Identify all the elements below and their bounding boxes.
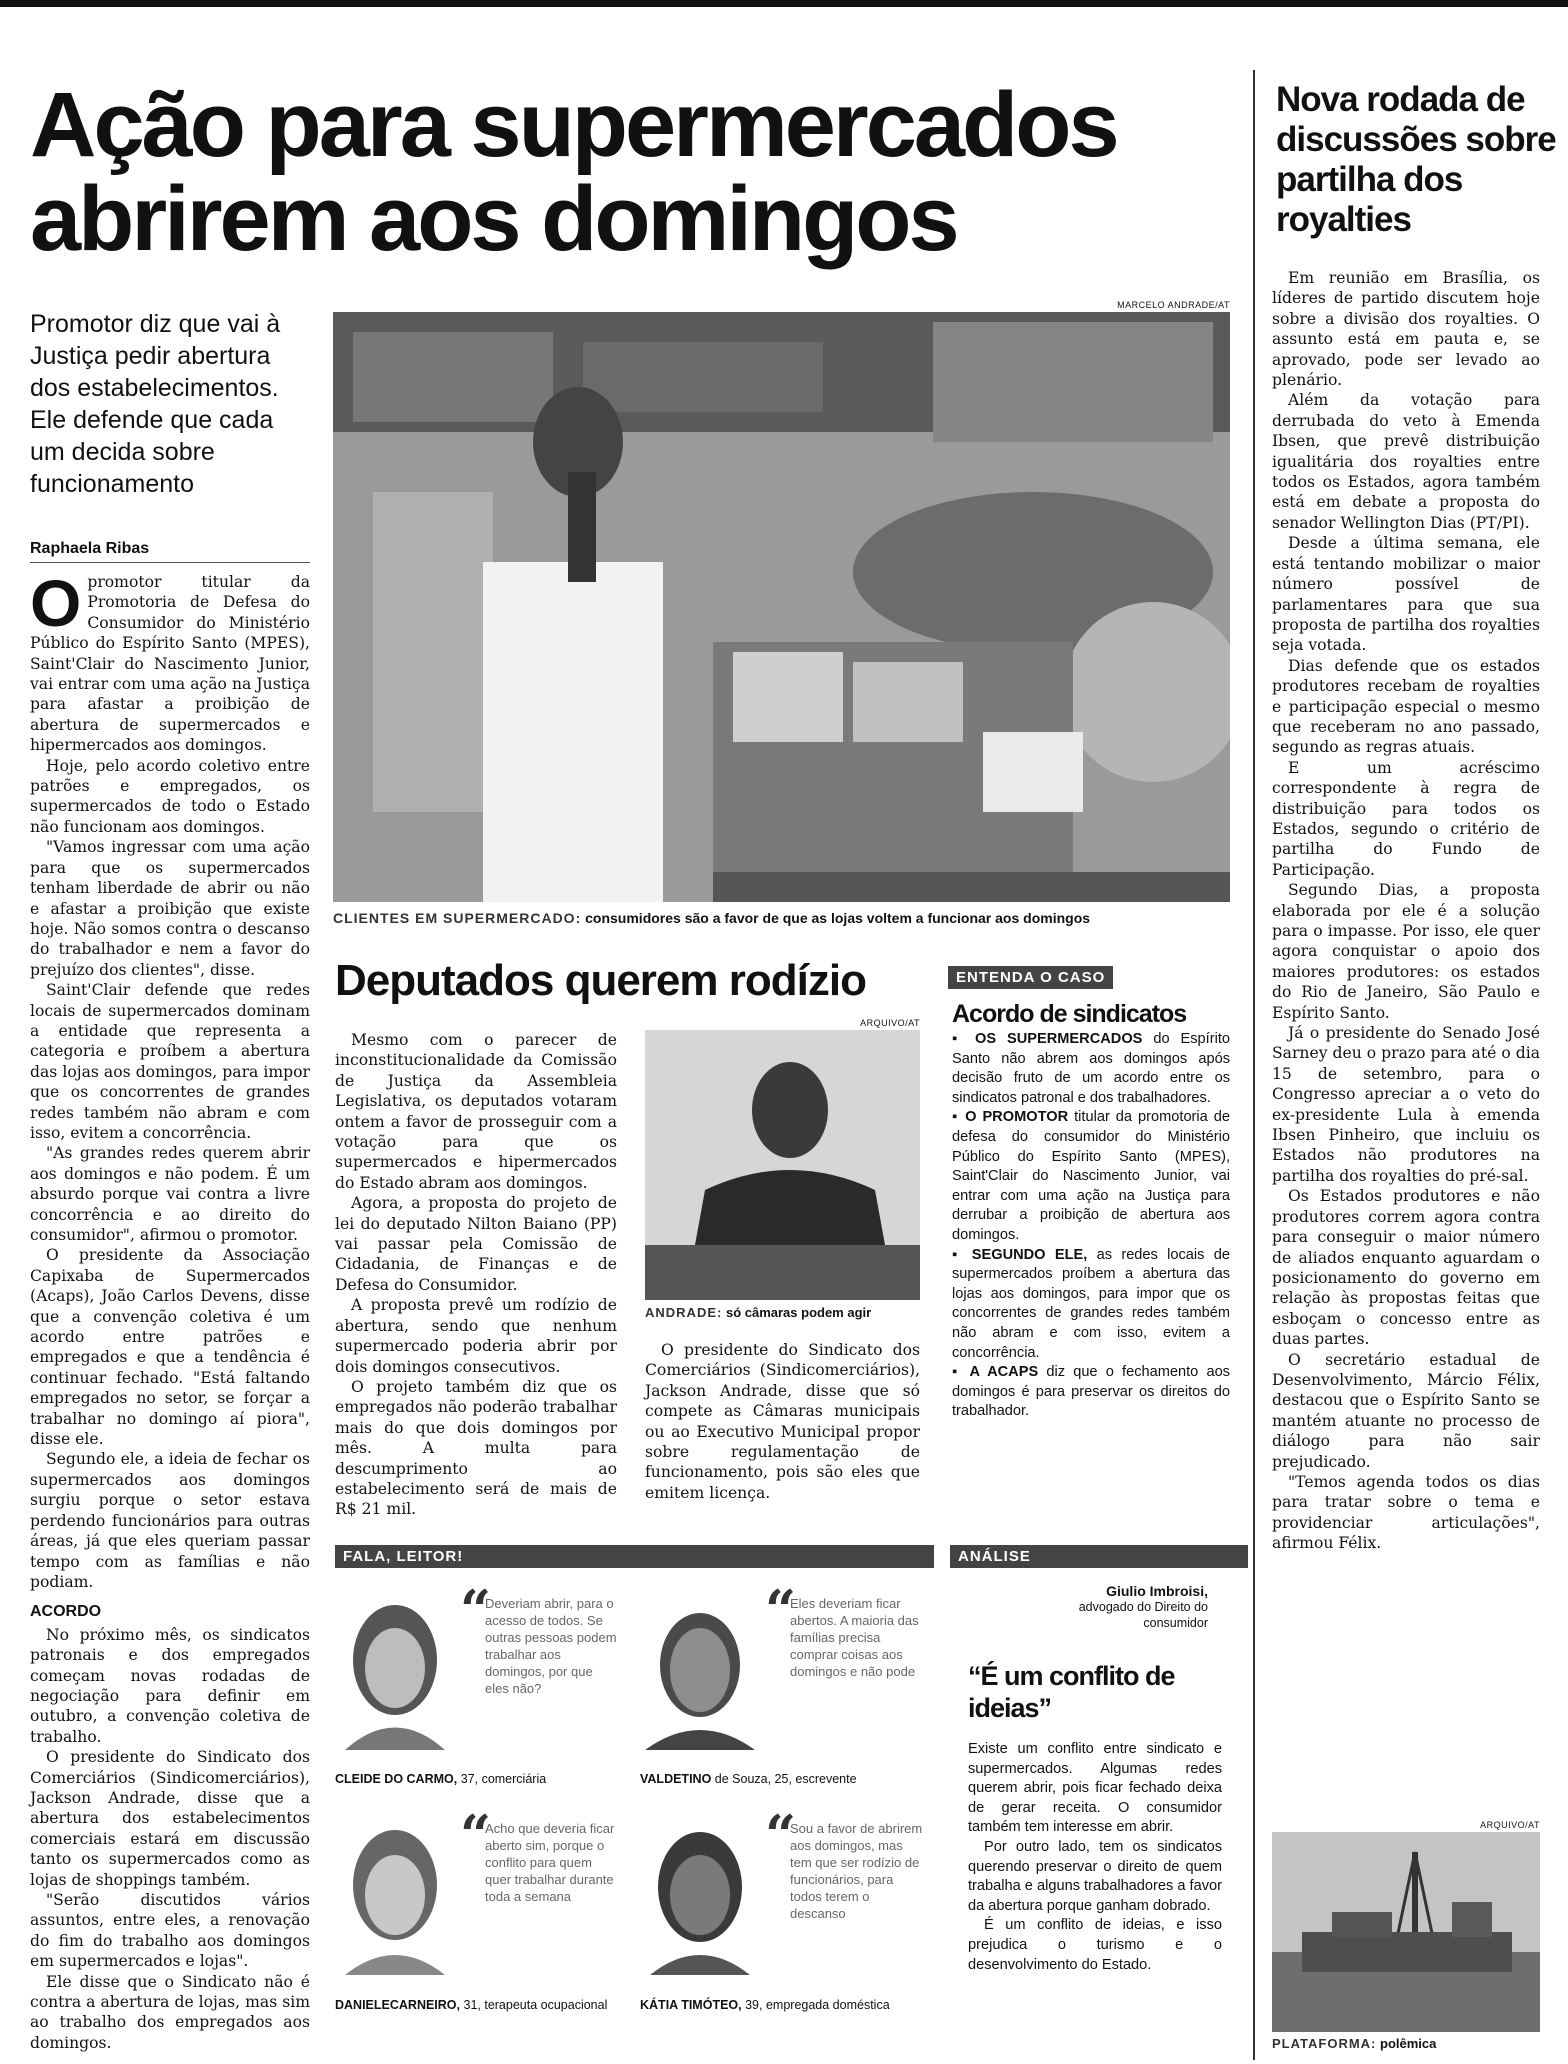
andrade-photo-illustration bbox=[645, 1030, 920, 1300]
reader-portrait bbox=[640, 1590, 760, 1750]
article-paragraph: Existe um conflito entre sindicato e supermercados. Algumas redes querem abrir, pois ficar fechado deixa de gerar receita. O consumidor também tem interesse em abrir. bbox=[968, 1741, 1222, 1836]
platform-photo-illustration bbox=[1272, 1832, 1540, 2032]
analise-title: “É um conflito de ideias” bbox=[968, 1661, 1175, 1723]
platform-caption bbox=[1272, 2036, 1540, 2051]
analise-author: Giulio Imbroisi, bbox=[1106, 1583, 1208, 1599]
reader-name: KÁTIA TIMÓTEO, 39, empregada doméstica bbox=[640, 1998, 890, 2012]
supermarket-photo bbox=[333, 312, 1230, 902]
analise-tag: ANÁLISE bbox=[950, 1545, 1248, 1568]
quote-open-icon: “ bbox=[460, 1578, 492, 1642]
article-paragraph: A proposta prevê um rodízio de abertura, sendo que nenhum supermercado poderia abrir por dois domingos consecutivos. bbox=[335, 1296, 617, 1376]
article-paragraph: O projeto também diz que os empregados não poderão trabalhar mais do que dois domingos por mês. A multa para descumprimento ao estabelecimento será de mais de R$ 21 mil. bbox=[335, 1377, 617, 1519]
article-paragraph: Os Estados produtores e não produtores correm agora contra para conseguir o maior número de aliados enquanto aguardam o posicionamento do governo em relação às propostas feitas que esboçam o concesso entre as duas partes. bbox=[1272, 1187, 1540, 1349]
reader-portrait bbox=[640, 1815, 760, 1975]
article-paragraph: O secretário estadual de Desenvolvimento, Márcio Félix, destacou que o Espírito Santo se mantém atuante no processo de diálogo para não sair prejudicado. bbox=[1272, 1350, 1540, 1471]
article-paragraph: Hoje, pelo acordo coletivo entre patrões e empregados, os supermercados de todo o Estado não funcionam aos domingos. bbox=[30, 756, 310, 836]
quote-open-icon: “ bbox=[765, 1803, 797, 1867]
list-item: ▪ A ACAPS diz que o fechamento aos domingos é para preservar os direitos do trabalhador. bbox=[952, 1364, 1230, 1420]
article-paragraph: O presidente do Sindicato dos Comerciários (Sindicomerciários), Jackson Andrade, disse que a abertura dos estabelecimentos comerciais estará em discussão tanto os supermercados como as lojas de shoppings também. bbox=[30, 1748, 310, 1889]
fala-leitor-tag: FALA, LEITOR! bbox=[335, 1545, 934, 1568]
article-paragraph: É um conflito de ideias, e isso prejudica o turismo e o desenvolvimento do Estado. bbox=[968, 1917, 1222, 1973]
royalties-headline: Nova rodada de discussões sobre partilha dos royalties bbox=[1276, 80, 1556, 239]
entenda-list bbox=[952, 1030, 1230, 1422]
entenda-tag: ENTENDA O CASO bbox=[948, 966, 1113, 989]
reader-quote: Eles deveriam ficar abertos. A maioria das famílias precisa comprar coisas aos domingos e não pode bbox=[790, 1596, 919, 1679]
photo-caption-label: PLATAFORMA: bbox=[1272, 2036, 1377, 2051]
main-subhead: Promotor diz que vai à Justiça pedir abertura dos estabelecimentos. Ele defende que cada um decida sobre funcionamento bbox=[30, 310, 281, 498]
article-paragraph: Segundo Dias, a proposta elaborada por ele é a solução para o impasse. Por isso, ele quer agora conquistar o apoio dos maiores produtores: os estados do Rio de Janeiro, São Paulo e Espírito Santo. bbox=[1272, 881, 1540, 1022]
reader-card bbox=[640, 1803, 930, 2025]
reader-card bbox=[640, 1578, 930, 1800]
byline: Raphaela Ribas bbox=[30, 540, 310, 563]
article-paragraph: No próximo mês, os sindicatos patronais e dos empregados começam novas rodadas de negociação para definir em outubro, a convenção coletiva de trabalho. bbox=[30, 1625, 310, 1746]
photo-credit: ARQUIVO/AT bbox=[1480, 1820, 1540, 1830]
photo-caption bbox=[333, 910, 1230, 926]
supermarket-photo-illustration bbox=[333, 312, 1230, 902]
photo-credit: ARQUIVO/AT bbox=[860, 1018, 920, 1028]
reader-quote: Sou a favor de abrirem aos domingos, mas tem que ser rodízio de funcionários, para todos terem o descanso bbox=[790, 1821, 923, 1921]
article-paragraph: Saint'Clair defende que redes locais de supermercados dominam a entidade que representa a categoria e proíbem a abertura das lojas aos domingos, para impor que os concorrentes de grandes redes também não abram e com isso, evitem a concorrência. bbox=[30, 981, 310, 1142]
reader-name: CLEIDE DO CARMO, 37, comerciária bbox=[335, 1772, 547, 1786]
list-item: ▪ SEGUNDO ELE, as redes locais de supermercados proíbem a abertura das lojas aos domingos, para impor que os concorrentes de grandes redes também não abram e com isso, evitem a concorrência. bbox=[952, 1246, 1230, 1361]
article-paragraph: O presidente da Associação Capixaba de Supermercados (Acaps), João Carlos Devens, disse que a convenção coletiva é um acordo entre patrões e empregados e que a tendência é continuar fechado. "Está faltando empregados no setor, se forçar a trabalhar no domingo aí piora", disse ele. bbox=[30, 1246, 310, 1449]
reader-quote: Acho que deveria ficar aberto sim, porque o conflito para quem quer trabalhar durante toda a semana bbox=[485, 1821, 615, 1904]
main-headline: Ação para supermercados abrirem aos domingos bbox=[30, 74, 1117, 270]
entenda-title: Acordo de sindicatos bbox=[952, 1000, 1187, 1028]
analise-author-role: advogado do Direito do consumidor bbox=[1078, 1600, 1208, 1630]
photo-caption-text: só câmaras podem agir bbox=[725, 1305, 872, 1320]
article-paragraph: "Temos agenda todos os dias para tratar sobre o tema e providenciar articulações", afirmou Félix. bbox=[1272, 1472, 1540, 1553]
article-paragraph: Mesmo com o parecer de inconstitucionalidade da Comissão de Justiça da Assembleia Legislativa, os deputados votaram ontem a favor de prosseguir com a votação para que os supermercados e hipermercados do Estado abram aos domingos. bbox=[335, 1031, 617, 1192]
article-paragraph: Ele disse que o Sindicato não é contra a abertura de lojas, mas sim ao trabalho dos empregados aos domingos. bbox=[30, 1972, 310, 2052]
article-lead-paragraph: Opromotor titular da Promotoria de Defesa do Consumidor do Ministério Público do Espírito Santo (MPES), Saint'Clair do Nascimento Junior, vai entrar com uma ação na Justiça para afastar a proibição de abertura de supermercados e hipermercados aos domingos. bbox=[30, 566, 310, 755]
reader-portrait bbox=[335, 1590, 455, 1750]
photo-caption-label: CLIENTES EM SUPERMERCADO: bbox=[333, 910, 582, 926]
deputados-headline: Deputados querem rodízio bbox=[335, 956, 866, 1005]
andrade-photo bbox=[645, 1030, 920, 1300]
reader-name: VALDETINO de Souza, 25, escrevente bbox=[640, 1772, 857, 1786]
article-paragraph: Desde a última semana, ele está tentando mobilizar o maior número possível de parlamentares para que sua proposta de partilha dos royalties seja votada. bbox=[1272, 534, 1540, 655]
quote-open-icon: “ bbox=[460, 1803, 492, 1867]
reader-quote: Deveriam abrir, para o acesso de todos. Se outras pessoas podem trabalhar aos domingos, por que eles não? bbox=[485, 1596, 617, 1696]
royalties-column bbox=[1272, 268, 1540, 1554]
main-article-column bbox=[30, 566, 310, 2053]
photo-caption-label: ANDRADE: bbox=[645, 1305, 723, 1320]
article-paragraph: "Vamos ingressar com uma ação para que os supermercados tenham liberdade de abrir ou não e afastar a proibição que existe hoje. Não somos contra o descanso do trabalhador e nem a favor do prejuízo dos clientes", disse. bbox=[30, 838, 310, 979]
article-paragraph: Em reunião em Brasília, os líderes de partido discutem hoje sobre a divisão dos royalties. O assunto está em pauta e, se aprovado, pode ser levado ao plenário. bbox=[1272, 269, 1540, 390]
deputados-column-right bbox=[645, 1340, 920, 1503]
list-item: ▪ OS SUPERMERCADOS do Espírito Santo não abrem aos domingos após decisão fruto de um acordo entre os sindicatos patronal e dos trabalhadores. bbox=[952, 1031, 1230, 1106]
photo-caption-text: consumidores são a favor de que as lojas voltem a funcionar aos domingos bbox=[585, 910, 1091, 926]
drop-cap: O bbox=[30, 566, 82, 640]
article-paragraph: Por outro lado, tem os sindicatos querendo preservar o direito de quem trabalha e alguns trabalhadores a favor da abertura porque ganham dobrado. bbox=[968, 1838, 1222, 1914]
column-divider bbox=[1253, 70, 1255, 2060]
article-paragraph: "Serão discutidos vários assuntos, entre eles, a renovação do fim do trabalho aos domingos em supermercados e lojas". bbox=[30, 1891, 310, 1971]
reader-card bbox=[335, 1803, 625, 2025]
article-paragraph: Segundo ele, a ideia de fechar os supermercados aos domingos surgiu porque o setor estava perdendo funcionários para outras áreas, já que eles queriam passar tempo com as famílias e não podiam. bbox=[30, 1450, 310, 1591]
article-paragraph: "As grandes redes querem abrir aos domingos e não podem. É um absurdo porque vai contra a livre concorrência e ao direito do consumidor", afirmou o promotor. bbox=[30, 1144, 310, 1244]
analise-author-block bbox=[1020, 1583, 1208, 1631]
list-item: ▪ O PROMOTOR titular da promotoria de defesa do consumidor do Ministério Público do Espírito Santo (MPES), Saint'Clair do Nascimento Junior, vai entrar com uma ação na Justiça para derrubar a proibição de abertura aos domingos. bbox=[952, 1109, 1230, 1243]
analise-column bbox=[968, 1740, 1222, 1975]
article-paragraph: Além da votação para derrubada do veto à Emenda Ibsen, que prevê distribuição igualitária dos royalties entre todos os Estados, agora também está em debate a proposta do senador Wellington Dias (PT/PI). bbox=[1272, 391, 1540, 532]
platform-photo bbox=[1272, 1832, 1540, 2032]
reader-card bbox=[335, 1578, 625, 1800]
article-paragraph: Agora, a proposta do projeto de lei do deputado Nilton Baiano (PP) vai passar pela Comissão de Cidadania, de Finanças e de Defesa do Consumidor. bbox=[335, 1194, 617, 1294]
section-subtitle: ACORDO bbox=[30, 1603, 102, 1621]
article-paragraph: O presidente do Sindicato dos Comerciários (Sindicomerciários), Jackson Andrade, disse que só compete as Câmaras municipais ou ao Executivo Municipal propor sobre regulamentação de funcionamento, pois são eles que emitem licença. bbox=[645, 1341, 920, 1502]
top-rule bbox=[0, 0, 1568, 7]
photo-caption-text: polêmica bbox=[1380, 2036, 1437, 2051]
article-paragraph: Dias defende que os estados produtores recebam de royalties e participação especial o mesmo que receberam no ano passado, segundo as regras atuais. bbox=[1272, 656, 1540, 757]
article-paragraph: E um acréscimo correspondente à regra de distribuição para todos os Estados, segundo o critério de partilha do Fundo de Participação. bbox=[1272, 758, 1540, 879]
photo-credit: MARCELO ANDRADE/AT bbox=[1117, 300, 1230, 310]
reader-portrait bbox=[335, 1815, 455, 1975]
deputados-column-left bbox=[335, 1030, 617, 1520]
andrade-caption bbox=[645, 1305, 920, 1320]
quote-open-icon: “ bbox=[765, 1578, 797, 1642]
reader-name: DANIELECARNEIRO, 31, terapeuta ocupacional bbox=[335, 1998, 608, 2012]
article-paragraph: Já o presidente do Senado José Sarney deu o prazo para até o dia 15 de setembro, para o Congresso apreciar a o veto do ex-presidente Lula à emenda Ibsen Pinheiro, que incluiu os Estados não produtores na partilha dos royalties do pré-sal. bbox=[1272, 1024, 1540, 1185]
